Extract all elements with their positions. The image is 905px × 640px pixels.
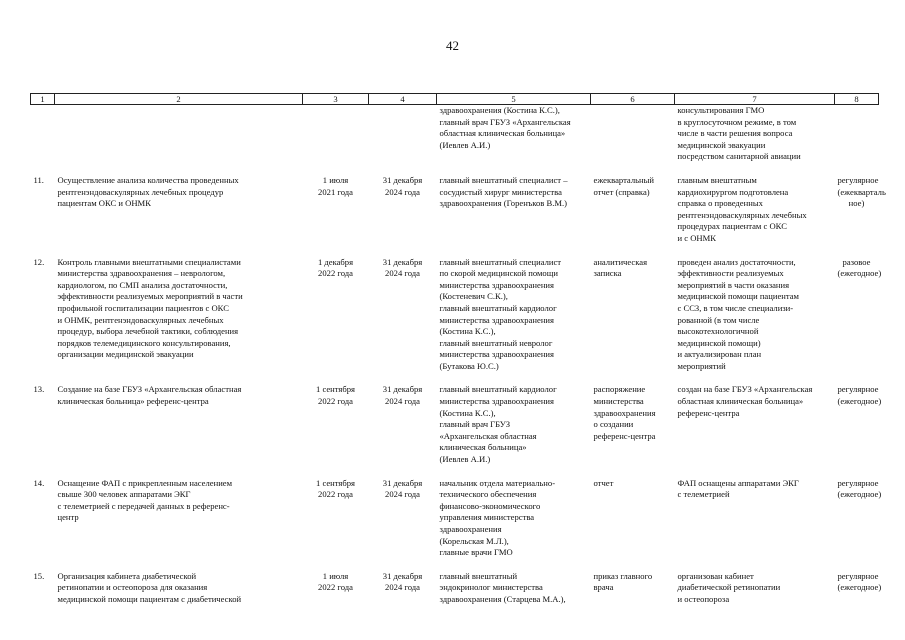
text-line: Контроль главными внештатными специалистами [57,256,241,267]
cell-document [591,372,675,465]
text-line: сосудистый хирург министерства [439,186,562,197]
text-line: записка [593,268,622,279]
text-line: (ежегодное) [837,396,882,407]
header-cell: 8 [835,94,879,105]
text-line: консультирования ГМО [677,105,765,115]
text-line: главный внештатный [439,570,518,581]
text-line: регулярное [837,570,879,581]
text-line: управления министерства [439,512,535,523]
table-body [31,105,886,606]
text-line: клиническая больница» [439,442,527,453]
text-line: ное) [848,198,865,209]
text-line: 31 декабря [382,174,423,185]
text-line: (Костина К.С.), [439,407,496,418]
text-line: высокотехнологичной [677,326,759,337]
text-line: 2022 года [318,582,353,593]
text-line: рентгенэндоваскулярных лечебных процедур [57,186,224,197]
text-line: медицинской эвакуации [677,139,766,150]
text-line: центр [57,512,79,523]
text-line: процедурах пациентам с ОКС [677,221,787,232]
cell-end [369,372,437,465]
text-line: главный внештатный невролог [439,337,553,348]
text-line: и остеопороза [677,593,730,604]
header-cell: 4 [369,94,437,105]
text-line: и актуализирован план [677,349,762,360]
text-line: регулярное [837,174,879,185]
text-line: 1 декабря [317,256,354,267]
text-line: (ежегодное) [837,582,882,593]
text-line: главный внештатный специалист – [439,174,568,185]
text-line: референс-центра [593,430,656,441]
cell-result [675,559,835,606]
text-line: 2024 года [385,268,420,279]
text-line: регулярное [837,384,879,395]
text-line: Осуществление анализа количества проведенных [57,174,239,185]
header-cell: 7 [675,94,835,105]
text-line: (Иевлев А.И.) [439,454,491,465]
cell-document [591,559,675,606]
cell-result [675,372,835,465]
header-cell: 1 [31,94,55,105]
text-line: и ОНМК, рентгенэндоваскулярных лечебных [57,314,224,325]
text-line: финансово-экономического [439,500,541,511]
cell-action [55,245,303,373]
text-line: аналитическая [593,256,648,267]
text-line: эффективности реализуемых мероприятий в части [57,291,243,302]
cell-result [675,466,835,559]
cell-responsible [437,559,591,606]
text-line: с ССЗ, в том числе специализи- [677,302,794,313]
cell-frequency [835,105,879,163]
text-line: министерства здравоохранения [439,349,554,360]
text-line: (Бутакова Ю.С.) [439,360,499,371]
table-row [31,559,879,606]
text-line: министерства [593,396,644,407]
text-line: главный врач ГБУЗ [439,419,511,430]
cell-responsible [437,245,591,373]
cell-num: 15. [33,570,45,581]
text-line: главные врачи ГМО [439,547,513,558]
header-cell: 5 [437,94,591,105]
text-line: посредством санитарной авиации [677,151,801,162]
text-line: приказ главного [593,570,653,581]
text-line: 2022 года [318,489,353,500]
cell-responsible [437,163,591,245]
text-line: разовое [842,256,871,267]
text-line: числе в части решения вопроса [677,128,793,139]
text-line: главный врач ГБУЗ «Архангельская [439,116,571,127]
cell-num: 14. [33,477,45,488]
cell-frequency [835,372,882,465]
text-line: главный внештатный кардиолог [439,384,557,395]
cell-frequency [835,559,882,606]
cell-end [369,245,437,373]
text-line: проведен анализ достаточности, [677,256,796,267]
text-line: 1 июля [322,174,349,185]
cell-action [55,163,303,245]
cell-document [591,466,675,559]
text-line: рованной (в том числе [677,314,760,325]
text-line: референс-центра [677,407,740,418]
text-line: здравоохранения (Костина К.С.), [439,105,560,115]
table-row [31,163,879,245]
cell-responsible [437,466,591,559]
text-line: ретинопатии и остеопороза для оказания [57,582,208,593]
text-line: свыше 300 человек аппаратами ЭКГ [57,489,191,500]
action-plan-table [30,93,886,606]
text-line: эффективности реализуемых [677,268,784,279]
cell-result [675,105,835,163]
text-line: регулярное [837,477,879,488]
cell-frequency [835,163,886,245]
text-line: 2024 года [385,186,420,197]
text-line: (ежегодное) [837,268,882,279]
header-row [31,94,879,105]
text-line: 1 июля [322,570,349,581]
cell-start [303,105,369,163]
text-line: организован кабинет [677,570,754,581]
text-line: «Архангельская областная [439,430,537,441]
text-line: министерства здравоохранения [439,314,554,325]
cell-num: 11. [33,174,44,185]
cell-action [55,105,303,163]
text-line: 2024 года [385,396,420,407]
text-line: клиническая больница» референс-центра [57,396,209,407]
text-line: 31 декабря [382,477,423,488]
text-line: с телеметрией [677,489,730,500]
text-line: здравоохранения (Горенъков В.М.) [439,198,568,209]
text-line: 2022 года [318,396,353,407]
text-line: медицинской помощи пациентам с диабетической [57,593,242,604]
cell-num [31,105,55,163]
text-line: врача [593,582,614,593]
text-line: главный внештатный кардиолог [439,302,557,313]
text-line: справка о проведенных [677,198,763,209]
cell-num: 13. [33,384,45,395]
cell-action [55,559,303,606]
text-line: здравоохранения (Старцева М.А.), [439,593,566,604]
text-line: (Костеневич С.К.), [439,291,508,302]
cell-start [303,163,369,245]
text-line: министерства здравоохранения [439,279,554,290]
text-line: отчет [593,477,614,488]
text-line: мероприятий [677,360,726,371]
header-cell: 2 [55,94,303,105]
cell-start [303,559,369,606]
text-line: 2022 года [318,268,353,279]
text-line: распоряжение [593,384,646,395]
text-line: порядков телемедицинского консультирования, [57,337,231,348]
page-number: 42 [446,38,459,53]
table-row [31,245,879,373]
text-line: областная клиническая больница» [439,128,566,139]
cell-end [369,466,437,559]
text-line: главный внештатный специалист [439,256,562,267]
text-line: Оснащение ФАП с прикрепленным населением [57,477,233,488]
header-cell: 3 [303,94,369,105]
table-row [31,372,879,465]
text-line: 1 сентября [316,477,355,488]
text-line: по скорой медицинской помощи [439,268,558,279]
text-line: Создание на базе ГБУЗ «Архангельская областная [57,384,242,395]
text-line: с телеметрией с передачей данных в референс- [57,500,230,511]
cell-action [55,466,303,559]
text-line: пациентам ОКС и ОНМК [57,198,151,209]
text-line: (Костина К.С.), [439,326,496,337]
text-line: главным внештатным [677,174,757,185]
header-cell: 6 [591,94,675,105]
cell-frequency [835,466,882,559]
cell-frequency [835,245,882,373]
text-line: эндокринолог министерства [439,582,543,593]
cell-end [369,105,437,163]
text-line: медицинской помощи) [677,337,761,348]
text-line: областная клиническая больница» [677,396,804,407]
table-row [31,466,879,559]
text-line: здравоохранения [593,407,656,418]
cell-start [303,245,369,373]
cell-result [675,163,835,245]
text-line: технического обеспечения [439,489,537,500]
text-line: (ежегодное) [837,489,882,500]
cell-start [303,372,369,465]
cell-responsible [437,372,591,465]
text-line: кардиохирургом подготовлена [677,186,789,197]
text-line: о создании [593,419,634,430]
text-line: кардиологом, по СМП анализа достаточности, [57,279,228,290]
text-line: ежеквартальный [593,174,655,185]
text-line: профильной госпитализации пациентов с ОКС [57,302,229,313]
text-line: медицинской помощи пациентам [677,291,799,302]
text-line: 2024 года [385,489,420,500]
text-line: 31 декабря [382,256,423,267]
text-line: процедур, выбора лечебной тактики, соблюдения [57,326,239,337]
cell-document [591,105,675,163]
cell-responsible [437,105,591,163]
text-line: создан на базе ГБУЗ «Архангельская [677,384,813,395]
text-line: диабетической ретинопатии [677,582,781,593]
cell-start [303,466,369,559]
cell-end [369,163,437,245]
text-line: ФАП оснащены аппаратами ЭКГ [677,477,799,488]
text-line: министерства здравоохранения – неврологом, [57,268,226,279]
text-line: 2024 года [385,582,420,593]
text-line: 2021 года [318,186,353,197]
text-line: (Корельская М.Л.), [439,535,509,546]
text-line: мероприятий в части оказания [677,279,790,290]
text-line: Организация кабинета диабетической [57,570,197,581]
cell-document [591,163,675,245]
text-line: организации медицинской эвакуации [57,349,194,360]
cell-end [369,559,437,606]
text-line: 1 сентября [316,384,355,395]
text-line: рентгенэндоваскулярных лечебных [677,209,807,220]
cell-num: 12. [33,256,45,267]
text-line: начальник отдела материально- [439,477,556,488]
cell-action [55,372,303,465]
text-line: и с ОНМК [677,232,716,243]
text-line: 31 декабря [382,570,423,581]
text-line: (Иевлев А.И.) [439,139,491,150]
text-line: в круглосуточном режиме, в том [677,116,797,127]
text-line: министерства здравоохранения [439,396,554,407]
table-row-continuation [31,105,879,163]
text-line: (ежекварталь [837,186,886,197]
text-line: отчет (справка) [593,186,650,197]
text-line: 31 декабря [382,384,423,395]
cell-result [675,245,835,373]
cell-document [591,245,675,373]
text-line: здравоохранения [439,524,502,534]
